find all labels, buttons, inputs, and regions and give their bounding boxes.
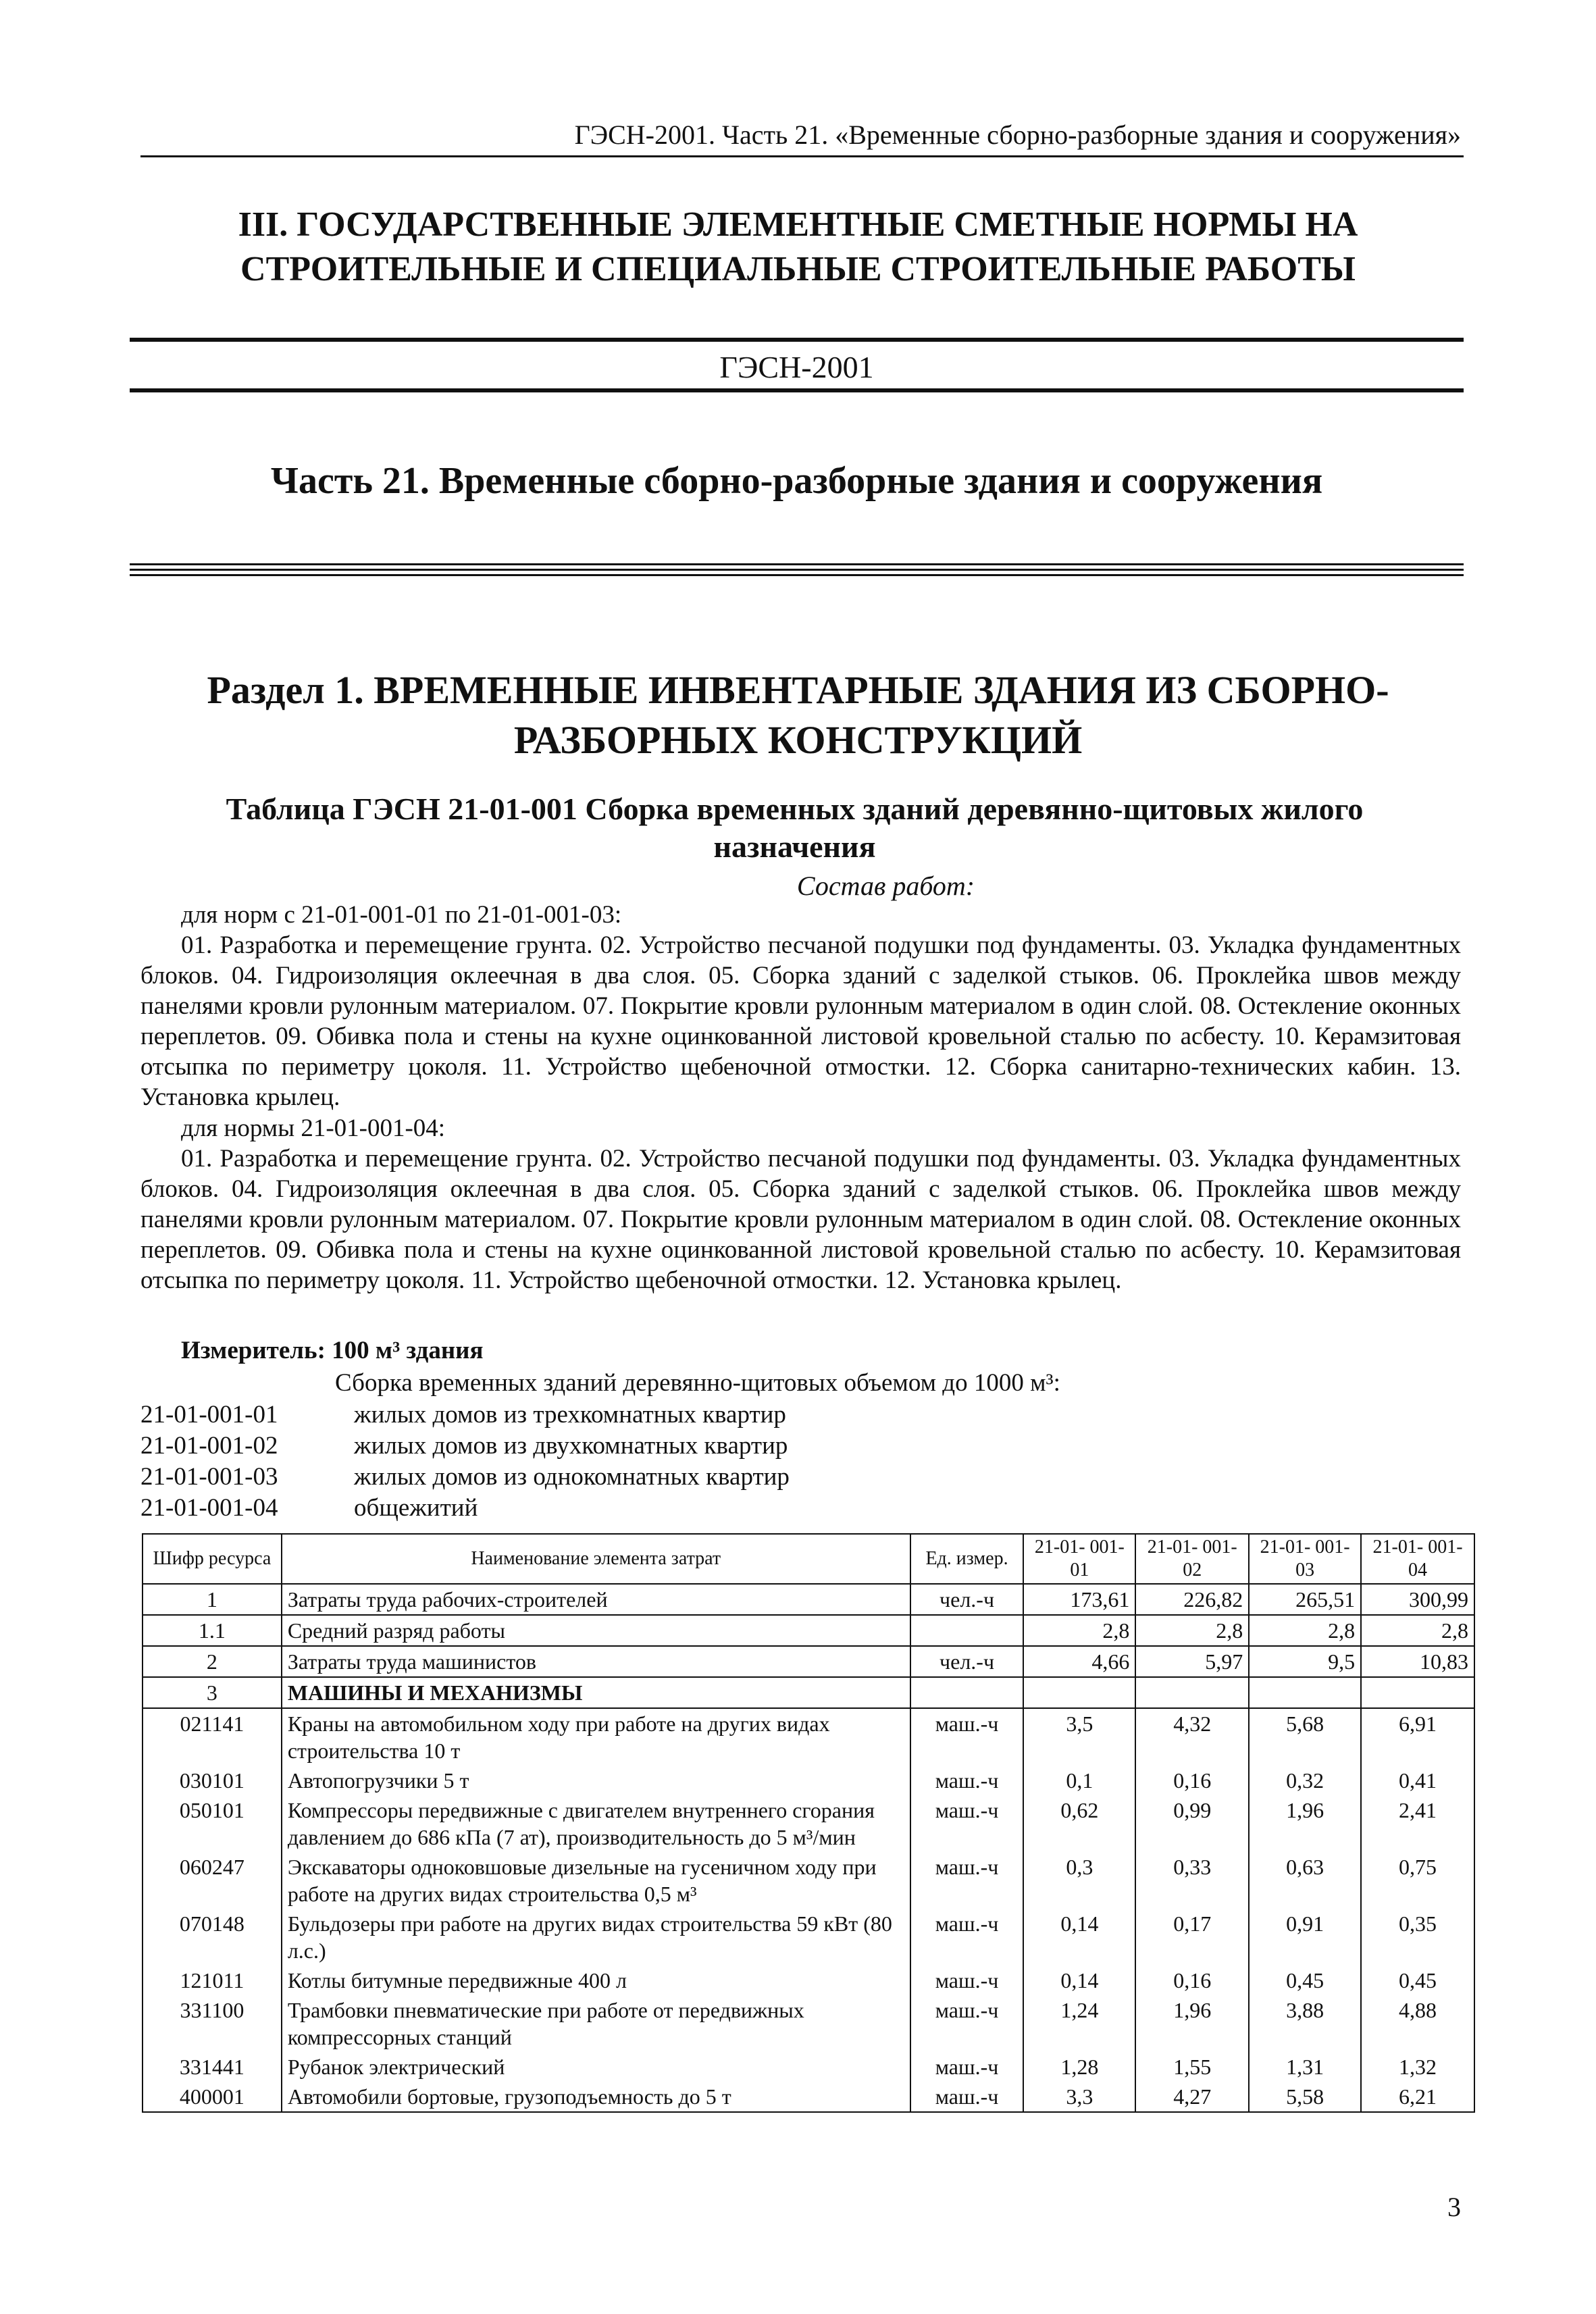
cell-value [1361, 1677, 1474, 1708]
cell-value: 1,31 [1249, 2052, 1361, 2082]
cell-value: 0,45 [1361, 1965, 1474, 1995]
work-group-2-text: 01. Разработка и перемещение грунта. 02. Устройство песчаной подушки под фундаменты. 03. Укладка фундаментных блоков. 04. Гидроизоляция оклеечная в два слоя. 05. Сборка зданий с заделкой стыков. 06. Проклейка швов между панелями кровли рулонным материалом. 07. Покрытие кровли рулонным материалом в один слой. 08. Остекление оконных переплетов. 09. Обивка пола и стены на кухне оцинкованной листовой кровельной сталью по асбесту. 10. Керамзитовая отсыпка по периметру цоколя. 11. Устройство щебеночной отмостки. 12. Установка крылец. [140, 1145, 1461, 1294]
work-group-2 [140, 1113, 1461, 1295]
cell-value: 3,5 [1023, 1708, 1135, 1766]
cell-name: Затраты труда рабочих-строителей [282, 1584, 910, 1615]
measure-description: Сборка временных зданий деревянно-щитовых объемом до 1000 м³: [335, 1369, 1060, 1397]
section-title-line-1: Раздел 1. ВРЕМЕННЫЕ ИНВЕНТАРНЫЕ ЗДАНИЯ ИЗ СБОРНО- [207, 668, 1389, 712]
work-group-1 [140, 900, 1461, 1112]
norm-item [140, 1462, 790, 1493]
table-row [143, 1909, 1474, 1965]
cell-value: 1,28 [1023, 2052, 1135, 2082]
cell-value: 0,91 [1249, 1909, 1361, 1965]
cell-value: 2,8 [1249, 1615, 1361, 1646]
header-norm-4: 21-01- 001-04 [1361, 1534, 1474, 1584]
cell-value [1135, 1677, 1249, 1708]
part-title [135, 203, 1461, 292]
cell-code: 1 [143, 1584, 282, 1615]
cell-value: 2,41 [1361, 1795, 1474, 1852]
cell-unit: маш.-ч [910, 1965, 1024, 1995]
cell-value: 0,99 [1135, 1795, 1249, 1852]
cell-unit: маш.-ч [910, 1909, 1024, 1965]
cell-value: 3,88 [1249, 1995, 1361, 2052]
table-row [143, 1995, 1474, 2052]
table-row [143, 1708, 1474, 1766]
cell-unit: чел.-ч [910, 1646, 1024, 1677]
cell-value: 1,32 [1361, 2052, 1474, 2082]
cell-value: 0,14 [1023, 1965, 1135, 1995]
cell-code: 331100 [143, 1995, 282, 2052]
cell-name: Бульдозеры при работе на других видах строительства 59 кВт (80 л.с.) [282, 1909, 910, 1965]
cell-value: 4,88 [1361, 1995, 1474, 2052]
cell-value: 0,32 [1249, 1766, 1361, 1795]
cell-value: 4,27 [1135, 2082, 1249, 2112]
cell-value: 5,97 [1135, 1646, 1249, 1677]
cell-value: 5,68 [1249, 1708, 1361, 1766]
cell-code: 050101 [143, 1795, 282, 1852]
cell-unit [910, 1677, 1024, 1708]
cell-name: МАШИНЫ И МЕХАНИЗМЫ [282, 1677, 910, 1708]
cell-code: 2 [143, 1646, 282, 1677]
section-title [176, 665, 1420, 765]
table-row [143, 1965, 1474, 1995]
cell-value: 226,82 [1135, 1584, 1249, 1615]
cell-value: 0,45 [1249, 1965, 1361, 1995]
cell-code: 030101 [143, 1766, 282, 1795]
cell-unit: маш.-ч [910, 2052, 1024, 2082]
cell-name: Компрессоры передвижные с двигателем внутреннего сгорания давлением до 686 кПа (7 ат), производительность до 5 м³/мин [282, 1795, 910, 1852]
norm-list [140, 1399, 790, 1524]
cell-value: 1,24 [1023, 1995, 1135, 2052]
composition-label: Состав работ: [796, 871, 975, 901]
cell-name: Трамбовки пневматические при работе от передвижных компрессорных станций [282, 1995, 910, 2052]
table-title-line-2: назначения [713, 829, 876, 864]
section-title-line-2: РАЗБОРНЫХ КОНСТРУКЦИЙ [513, 718, 1083, 762]
cell-value: 3,3 [1023, 2082, 1135, 2112]
cell-value: 300,99 [1361, 1584, 1474, 1615]
cell-name: Средний разряд работы [282, 1615, 910, 1646]
cell-value: 6,91 [1361, 1708, 1474, 1766]
table-row [143, 1615, 1474, 1646]
norm-description: общежитий [354, 1494, 478, 1522]
cell-unit [910, 1615, 1024, 1646]
cell-value: 265,51 [1249, 1584, 1361, 1615]
cell-value: 0,1 [1023, 1766, 1135, 1795]
norm-code: 21-01-001-02 [140, 1432, 278, 1460]
norm-item [140, 1431, 790, 1462]
cell-value: 0,16 [1135, 1766, 1249, 1795]
cell-value: 0,16 [1135, 1965, 1249, 1995]
cell-unit: маш.-ч [910, 1766, 1024, 1795]
table-row [143, 1766, 1474, 1795]
cell-unit: маш.-ч [910, 1708, 1024, 1766]
cell-name: Котлы битумные передвижные 400 л [282, 1965, 910, 1995]
cell-name: Автопогрузчики 5 т [282, 1766, 910, 1795]
cell-value: 0,14 [1023, 1909, 1135, 1965]
cell-value: 1,55 [1135, 2052, 1249, 2082]
cell-unit: маш.-ч [910, 2082, 1024, 2112]
cell-unit: маш.-ч [910, 1995, 1024, 2052]
cell-code: 331441 [143, 2052, 282, 2082]
table-title [128, 790, 1461, 866]
page-number: 3 [1447, 2192, 1461, 2222]
table-row [143, 1646, 1474, 1677]
cell-value: 0,75 [1361, 1852, 1474, 1909]
cell-code: 3 [143, 1677, 282, 1708]
part-title-line-1: III. ГОСУДАРСТВЕННЫЕ ЭЛЕМЕНТНЫЕ СМЕТНЫЕ НОРМЫ НА [238, 205, 1358, 244]
norm-description: жилых домов из трехкомнатных квартир [354, 1401, 786, 1429]
cell-value: 1,96 [1249, 1795, 1361, 1852]
header-rule [140, 155, 1464, 157]
cell-value: 2,8 [1023, 1615, 1135, 1646]
rule-double-2 [130, 569, 1464, 571]
table-row [143, 1584, 1474, 1615]
cell-value: 4,66 [1023, 1646, 1135, 1677]
work-group-1-label: для норм с 21-01-001-01 по 21-01-001-03: [181, 901, 622, 929]
table-row [143, 2052, 1474, 2082]
norm-item [140, 1399, 790, 1431]
cell-name: Краны на автомобильном ходу при работе на других видах строительства 10 т [282, 1708, 910, 1766]
cell-name: Рубанок электрический [282, 2052, 910, 2082]
cell-code: 121011 [143, 1965, 282, 1995]
norm-code: 21-01-001-01 [140, 1401, 278, 1429]
part-title-line-2: СТРОИТЕЛЬНЫЕ И СПЕЦИАЛЬНЫЕ СТРОИТЕЛЬНЫЕ РАБОТЫ [240, 250, 1356, 288]
rule-double-3 [130, 574, 1464, 576]
cell-value: 0,63 [1249, 1852, 1361, 1909]
table-header-row [143, 1534, 1474, 1584]
cell-value: 1,96 [1135, 1995, 1249, 2052]
rule-double-1 [130, 563, 1464, 565]
cell-value: 0,62 [1023, 1795, 1135, 1852]
norm-item [140, 1493, 790, 1524]
cell-unit: чел.-ч [910, 1584, 1024, 1615]
cell-value [1249, 1677, 1361, 1708]
cell-code: 1.1 [143, 1615, 282, 1646]
cell-code: 021141 [143, 1708, 282, 1766]
table-row [143, 1677, 1474, 1708]
cell-value: 0,33 [1135, 1852, 1249, 1909]
header-norm-3: 21-01- 001-03 [1249, 1534, 1361, 1584]
header-norm-2: 21-01- 001-02 [1135, 1534, 1249, 1584]
cell-name: Экскаваторы одноковшовые дизельные на гусеничном ходу при работе на других видах строительства 0,5 м³ [282, 1852, 910, 1909]
cell-value: 2,8 [1135, 1615, 1249, 1646]
work-group-1-text: 01. Разработка и перемещение грунта. 02. Устройство песчаной подушки под фундаменты. 03. Укладка фундаментных блоков. 04. Гидроизоляция оклеечная в два слоя. 05. Сборка зданий с заделкой стыков. 06. Проклейка швов между панелями кровли рулонным материалом. 07. Покрытие кровли рулонным материалом в один слой. 08. Остекление оконных переплетов. 09. Обивка пола и стены на кухне оцинкованной листовой кровельной сталью по асбесту. 10. Керамзитовая отсыпка по периметру цоколя. 11. Устройство щебеночной отмостки. 12. Сборка санитарно-технических кабин. 13. Установка крылец. [140, 931, 1461, 1111]
cell-value: 0,17 [1135, 1909, 1249, 1965]
header-name: Наименование элемента затрат [282, 1534, 910, 1584]
norm-code: 21-01-001-04 [140, 1494, 278, 1522]
running-head: ГЭСН-2001. Часть 21. «Временные сборно-разборные здания и сооружения» [574, 120, 1461, 150]
cell-value: 5,58 [1249, 2082, 1361, 2112]
cell-code: 400001 [143, 2082, 282, 2112]
cell-value: 9,5 [1249, 1646, 1361, 1677]
table-row [143, 1795, 1474, 1852]
cell-value: 0,41 [1361, 1766, 1474, 1795]
norm-description: жилых домов из однокомнатных квартир [354, 1463, 790, 1491]
table-title-line-1: Таблица ГЭСН 21-01-001 Сборка временных зданий деревянно-щитовых жилого [226, 792, 1364, 826]
header-norm-1: 21-01- 001-01 [1023, 1534, 1135, 1584]
header-unit: Ед. измер. [910, 1534, 1024, 1584]
cell-name: Автомобили бортовые, грузоподъемность до 5 т [282, 2082, 910, 2112]
cell-value: 2,8 [1361, 1615, 1474, 1646]
rule-middle [130, 388, 1464, 392]
cell-value [1023, 1677, 1135, 1708]
header-code: Шифр ресурса [143, 1534, 282, 1584]
table-row [143, 2082, 1474, 2112]
cell-code: 070148 [143, 1909, 282, 1965]
work-group-2-label: для нормы 21-01-001-04: [181, 1114, 446, 1142]
part-heading: Часть 21. Временные сборно-разборные здания и сооружения [270, 460, 1323, 502]
measure-unit: Измеритель: 100 м³ здания [181, 1337, 484, 1364]
cell-value: 0,3 [1023, 1852, 1135, 1909]
cell-value: 10,83 [1361, 1646, 1474, 1677]
resource-table [142, 1533, 1475, 2113]
cell-value: 4,32 [1135, 1708, 1249, 1766]
cell-value: 0,35 [1361, 1909, 1474, 1965]
cell-unit: маш.-ч [910, 1795, 1024, 1852]
norm-description: жилых домов из двухкомнатных квартир [354, 1432, 788, 1460]
rule-top [130, 338, 1464, 342]
norm-code: 21-01-001-03 [140, 1463, 278, 1491]
cell-value: 173,61 [1023, 1584, 1135, 1615]
table-row [143, 1852, 1474, 1909]
cell-unit: маш.-ч [910, 1852, 1024, 1909]
cell-code: 060247 [143, 1852, 282, 1909]
gesn-label: ГЭСН-2001 [719, 350, 874, 384]
cell-name: Затраты труда машинистов [282, 1646, 910, 1677]
cell-value: 6,21 [1361, 2082, 1474, 2112]
